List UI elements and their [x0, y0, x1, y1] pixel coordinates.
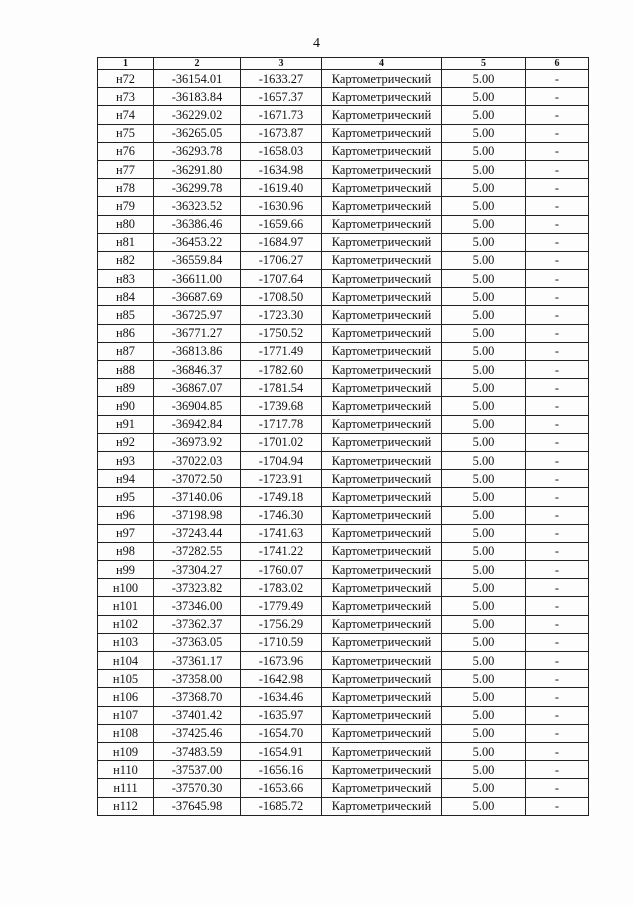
point-id-cell: н98 [98, 542, 154, 560]
table-row [98, 652, 589, 670]
method-cell: Картометрический [322, 761, 442, 779]
y-coordinate-cell: -1634.98 [241, 160, 322, 178]
accuracy-cell: 5.00 [442, 524, 526, 542]
description-cell: - [526, 142, 589, 160]
accuracy-cell: 5.00 [442, 251, 526, 269]
x-coordinate-cell: -36323.52 [154, 197, 241, 215]
y-coordinate-cell: -1782.60 [241, 361, 322, 379]
y-coordinate-cell: -1749.18 [241, 488, 322, 506]
x-coordinate-cell: -36611.00 [154, 270, 241, 288]
y-coordinate-cell: -1746.30 [241, 506, 322, 524]
accuracy-cell: 5.00 [442, 342, 526, 360]
accuracy-cell: 5.00 [442, 470, 526, 488]
accuracy-cell: 5.00 [442, 88, 526, 106]
x-coordinate-cell: -36559.84 [154, 251, 241, 269]
description-cell: - [526, 597, 589, 615]
point-id-cell: н81 [98, 233, 154, 251]
table-row [98, 306, 589, 324]
accuracy-cell: 5.00 [442, 361, 526, 379]
point-id-cell: н102 [98, 615, 154, 633]
accuracy-cell: 5.00 [442, 106, 526, 124]
method-cell: Картометрический [322, 488, 442, 506]
point-id-cell: н82 [98, 251, 154, 269]
table-row [98, 379, 589, 397]
accuracy-cell: 5.00 [442, 724, 526, 742]
point-id-cell: н96 [98, 506, 154, 524]
accuracy-cell: 5.00 [442, 506, 526, 524]
accuracy-cell: 5.00 [442, 270, 526, 288]
table-row [98, 88, 589, 106]
coordinates-table [97, 57, 589, 816]
accuracy-cell: 5.00 [442, 797, 526, 815]
method-cell: Картометрический [322, 670, 442, 688]
accuracy-cell: 5.00 [442, 451, 526, 469]
x-coordinate-cell: -36973.92 [154, 433, 241, 451]
y-coordinate-cell: -1739.68 [241, 397, 322, 415]
table-row [98, 215, 589, 233]
table-row [98, 179, 589, 197]
accuracy-cell: 5.00 [442, 761, 526, 779]
x-coordinate-cell: -37363.05 [154, 633, 241, 651]
table-row [98, 324, 589, 342]
y-coordinate-cell: -1717.78 [241, 415, 322, 433]
y-coordinate-cell: -1706.27 [241, 251, 322, 269]
point-id-cell: н84 [98, 288, 154, 306]
table-row [98, 797, 589, 815]
description-cell: - [526, 688, 589, 706]
point-id-cell: н101 [98, 597, 154, 615]
header-row [98, 58, 589, 70]
method-cell: Картометрический [322, 451, 442, 469]
point-id-cell: н76 [98, 142, 154, 160]
y-coordinate-cell: -1671.73 [241, 106, 322, 124]
method-cell: Картометрический [322, 524, 442, 542]
x-coordinate-cell: -37243.44 [154, 524, 241, 542]
x-coordinate-cell: -37198.98 [154, 506, 241, 524]
x-coordinate-cell: -37072.50 [154, 470, 241, 488]
point-id-cell: н100 [98, 579, 154, 597]
x-coordinate-cell: -36299.78 [154, 179, 241, 197]
point-id-cell: н111 [98, 779, 154, 797]
y-coordinate-cell: -1750.52 [241, 324, 322, 342]
table-row [98, 233, 589, 251]
description-cell: - [526, 670, 589, 688]
table-row [98, 779, 589, 797]
page-number: 4 [313, 36, 320, 51]
y-coordinate-cell: -1701.02 [241, 433, 322, 451]
table-row [98, 361, 589, 379]
table-row [98, 488, 589, 506]
point-id-cell: н95 [98, 488, 154, 506]
table-row [98, 688, 589, 706]
method-cell: Картометрический [322, 215, 442, 233]
y-coordinate-cell: -1781.54 [241, 379, 322, 397]
point-id-cell: н86 [98, 324, 154, 342]
method-cell: Картометрический [322, 579, 442, 597]
accuracy-cell: 5.00 [442, 561, 526, 579]
y-coordinate-cell: -1630.96 [241, 197, 322, 215]
table-row [98, 433, 589, 451]
description-cell: - [526, 706, 589, 724]
accuracy-cell: 5.00 [442, 779, 526, 797]
point-id-cell: н90 [98, 397, 154, 415]
accuracy-cell: 5.00 [442, 615, 526, 633]
method-cell: Картометрический [322, 652, 442, 670]
y-coordinate-cell: -1684.97 [241, 233, 322, 251]
description-cell: - [526, 215, 589, 233]
description-cell: - [526, 270, 589, 288]
y-coordinate-cell: -1756.29 [241, 615, 322, 633]
x-coordinate-cell: -36725.97 [154, 306, 241, 324]
table-row [98, 706, 589, 724]
description-cell: - [526, 106, 589, 124]
method-cell: Картометрический [322, 88, 442, 106]
table-row [98, 415, 589, 433]
accuracy-cell: 5.00 [442, 197, 526, 215]
point-id-cell: н106 [98, 688, 154, 706]
y-coordinate-cell: -1654.91 [241, 742, 322, 760]
x-coordinate-cell: -37537.00 [154, 761, 241, 779]
y-coordinate-cell: -1657.37 [241, 88, 322, 106]
accuracy-cell: 5.00 [442, 433, 526, 451]
description-cell: - [526, 397, 589, 415]
x-coordinate-cell: -37361.17 [154, 652, 241, 670]
point-id-cell: н83 [98, 270, 154, 288]
method-cell: Картометрический [322, 633, 442, 651]
description-cell: - [526, 633, 589, 651]
description-cell: - [526, 342, 589, 360]
accuracy-cell: 5.00 [442, 288, 526, 306]
table-row [98, 579, 589, 597]
accuracy-cell: 5.00 [442, 688, 526, 706]
accuracy-cell: 5.00 [442, 742, 526, 760]
x-coordinate-cell: -37323.82 [154, 579, 241, 597]
y-coordinate-cell: -1685.72 [241, 797, 322, 815]
table-row [98, 160, 589, 178]
description-cell: - [526, 361, 589, 379]
method-cell: Картометрический [322, 106, 442, 124]
description-cell: - [526, 524, 589, 542]
method-cell: Картометрический [322, 542, 442, 560]
description-cell: - [526, 579, 589, 597]
table-row [98, 561, 589, 579]
method-cell: Картометрический [322, 597, 442, 615]
table-body [98, 70, 589, 816]
x-coordinate-cell: -36453.22 [154, 233, 241, 251]
x-coordinate-cell: -37346.00 [154, 597, 241, 615]
x-coordinate-cell: -36846.37 [154, 361, 241, 379]
table-row [98, 197, 589, 215]
description-cell: - [526, 124, 589, 142]
description-cell: - [526, 324, 589, 342]
description-cell: - [526, 724, 589, 742]
x-coordinate-cell: -37368.70 [154, 688, 241, 706]
y-coordinate-cell: -1741.63 [241, 524, 322, 542]
point-id-cell: н91 [98, 415, 154, 433]
point-id-cell: н99 [98, 561, 154, 579]
x-coordinate-cell: -36291.80 [154, 160, 241, 178]
method-cell: Картометрический [322, 361, 442, 379]
y-coordinate-cell: -1633.27 [241, 70, 322, 88]
y-coordinate-cell: -1779.49 [241, 597, 322, 615]
method-cell: Картометрический [322, 397, 442, 415]
y-coordinate-cell: -1673.96 [241, 652, 322, 670]
description-cell: - [526, 542, 589, 560]
table-row [98, 70, 589, 88]
description-cell: - [526, 88, 589, 106]
accuracy-cell: 5.00 [442, 70, 526, 88]
y-coordinate-cell: -1707.64 [241, 270, 322, 288]
point-id-cell: н107 [98, 706, 154, 724]
table-row [98, 597, 589, 615]
x-coordinate-cell: -36904.85 [154, 397, 241, 415]
point-id-cell: н88 [98, 361, 154, 379]
point-id-cell: н77 [98, 160, 154, 178]
method-cell: Картометрический [322, 342, 442, 360]
table-row [98, 106, 589, 124]
description-cell: - [526, 797, 589, 815]
description-cell: - [526, 306, 589, 324]
description-cell: - [526, 415, 589, 433]
table-row [98, 251, 589, 269]
description-cell: - [526, 179, 589, 197]
description-cell: - [526, 379, 589, 397]
x-coordinate-cell: -37645.98 [154, 797, 241, 815]
method-cell: Картометрический [322, 724, 442, 742]
method-cell: Картометрический [322, 324, 442, 342]
method-cell: Картометрический [322, 142, 442, 160]
table-row [98, 542, 589, 560]
table-row [98, 524, 589, 542]
description-cell: - [526, 70, 589, 88]
point-id-cell: н112 [98, 797, 154, 815]
table-row [98, 142, 589, 160]
x-coordinate-cell: -37425.46 [154, 724, 241, 742]
point-id-cell: н74 [98, 106, 154, 124]
point-id-cell: н103 [98, 633, 154, 651]
x-coordinate-cell: -36813.86 [154, 342, 241, 360]
point-id-cell: н94 [98, 470, 154, 488]
header-cell-5: 5 [442, 58, 526, 70]
header-cell-1: 1 [98, 58, 154, 70]
method-cell: Картометрический [322, 742, 442, 760]
point-id-cell: н75 [98, 124, 154, 142]
point-id-cell: н80 [98, 215, 154, 233]
accuracy-cell: 5.00 [442, 542, 526, 560]
description-cell: - [526, 451, 589, 469]
y-coordinate-cell: -1642.98 [241, 670, 322, 688]
x-coordinate-cell: -36771.27 [154, 324, 241, 342]
method-cell: Картометрический [322, 433, 442, 451]
x-coordinate-cell: -36154.01 [154, 70, 241, 88]
y-coordinate-cell: -1635.97 [241, 706, 322, 724]
table-row [98, 761, 589, 779]
method-cell: Картометрический [322, 179, 442, 197]
x-coordinate-cell: -37362.37 [154, 615, 241, 633]
accuracy-cell: 5.00 [442, 179, 526, 197]
header-cell-2: 2 [154, 58, 241, 70]
point-id-cell: н79 [98, 197, 154, 215]
accuracy-cell: 5.00 [442, 706, 526, 724]
x-coordinate-cell: -37304.27 [154, 561, 241, 579]
accuracy-cell: 5.00 [442, 306, 526, 324]
x-coordinate-cell: -36293.78 [154, 142, 241, 160]
method-cell: Картометрический [322, 197, 442, 215]
table-row [98, 724, 589, 742]
description-cell: - [526, 742, 589, 760]
y-coordinate-cell: -1653.66 [241, 779, 322, 797]
x-coordinate-cell: -36867.07 [154, 379, 241, 397]
description-cell: - [526, 488, 589, 506]
header-cell-4: 4 [322, 58, 442, 70]
accuracy-cell: 5.00 [442, 597, 526, 615]
table-row [98, 670, 589, 688]
x-coordinate-cell: -37358.00 [154, 670, 241, 688]
point-id-cell: н104 [98, 652, 154, 670]
method-cell: Картометрический [322, 379, 442, 397]
method-cell: Картометрический [322, 470, 442, 488]
point-id-cell: н97 [98, 524, 154, 542]
table-row [98, 397, 589, 415]
x-coordinate-cell: -37140.06 [154, 488, 241, 506]
accuracy-cell: 5.00 [442, 160, 526, 178]
method-cell: Картометрический [322, 561, 442, 579]
accuracy-cell: 5.00 [442, 124, 526, 142]
accuracy-cell: 5.00 [442, 397, 526, 415]
point-id-cell: н93 [98, 451, 154, 469]
method-cell: Картометрический [322, 270, 442, 288]
x-coordinate-cell: -36942.84 [154, 415, 241, 433]
description-cell: - [526, 160, 589, 178]
point-id-cell: н78 [98, 179, 154, 197]
point-id-cell: н87 [98, 342, 154, 360]
description-cell: - [526, 288, 589, 306]
accuracy-cell: 5.00 [442, 652, 526, 670]
y-coordinate-cell: -1704.94 [241, 451, 322, 469]
table-row [98, 506, 589, 524]
point-id-cell: н85 [98, 306, 154, 324]
point-id-cell: н108 [98, 724, 154, 742]
y-coordinate-cell: -1723.91 [241, 470, 322, 488]
description-cell: - [526, 197, 589, 215]
table-row [98, 470, 589, 488]
x-coordinate-cell: -37483.59 [154, 742, 241, 760]
y-coordinate-cell: -1710.59 [241, 633, 322, 651]
x-coordinate-cell: -36386.46 [154, 215, 241, 233]
x-coordinate-cell: -36687.69 [154, 288, 241, 306]
point-id-cell: н110 [98, 761, 154, 779]
method-cell: Картометрический [322, 124, 442, 142]
x-coordinate-cell: -36265.05 [154, 124, 241, 142]
method-cell: Картометрический [322, 615, 442, 633]
accuracy-cell: 5.00 [442, 488, 526, 506]
description-cell: - [526, 470, 589, 488]
description-cell: - [526, 779, 589, 797]
x-coordinate-cell: -37022.03 [154, 451, 241, 469]
header-cell-3: 3 [241, 58, 322, 70]
table-row [98, 124, 589, 142]
method-cell: Картометрический [322, 288, 442, 306]
method-cell: Картометрический [322, 706, 442, 724]
point-id-cell: н105 [98, 670, 154, 688]
table-row [98, 342, 589, 360]
point-id-cell: н92 [98, 433, 154, 451]
point-id-cell: н72 [98, 70, 154, 88]
point-id-cell: н73 [98, 88, 154, 106]
description-cell: - [526, 506, 589, 524]
point-id-cell: н109 [98, 742, 154, 760]
method-cell: Картометрический [322, 251, 442, 269]
y-coordinate-cell: -1723.30 [241, 306, 322, 324]
table-row [98, 288, 589, 306]
accuracy-cell: 5.00 [442, 142, 526, 160]
description-cell: - [526, 233, 589, 251]
y-coordinate-cell: -1619.40 [241, 179, 322, 197]
method-cell: Картометрический [322, 233, 442, 251]
table-row [98, 615, 589, 633]
method-cell: Картометрический [322, 779, 442, 797]
description-cell: - [526, 761, 589, 779]
x-coordinate-cell: -37282.55 [154, 542, 241, 560]
x-coordinate-cell: -36229.02 [154, 106, 241, 124]
accuracy-cell: 5.00 [442, 670, 526, 688]
y-coordinate-cell: -1673.87 [241, 124, 322, 142]
y-coordinate-cell: -1708.50 [241, 288, 322, 306]
table-row [98, 451, 589, 469]
table-row [98, 742, 589, 760]
accuracy-cell: 5.00 [442, 379, 526, 397]
point-id-cell: н89 [98, 379, 154, 397]
description-cell: - [526, 652, 589, 670]
method-cell: Картометрический [322, 688, 442, 706]
description-cell: - [526, 251, 589, 269]
accuracy-cell: 5.00 [442, 233, 526, 251]
header-cell-6: 6 [526, 58, 589, 70]
description-cell: - [526, 615, 589, 633]
method-cell: Картометрический [322, 70, 442, 88]
accuracy-cell: 5.00 [442, 324, 526, 342]
y-coordinate-cell: -1634.46 [241, 688, 322, 706]
y-coordinate-cell: -1741.22 [241, 542, 322, 560]
method-cell: Картометрический [322, 306, 442, 324]
y-coordinate-cell: -1659.66 [241, 215, 322, 233]
method-cell: Картометрический [322, 160, 442, 178]
y-coordinate-cell: -1783.02 [241, 579, 322, 597]
accuracy-cell: 5.00 [442, 415, 526, 433]
y-coordinate-cell: -1760.07 [241, 561, 322, 579]
accuracy-cell: 5.00 [442, 579, 526, 597]
table-header [98, 58, 589, 70]
description-cell: - [526, 561, 589, 579]
y-coordinate-cell: -1658.03 [241, 142, 322, 160]
x-coordinate-cell: -37570.30 [154, 779, 241, 797]
y-coordinate-cell: -1654.70 [241, 724, 322, 742]
x-coordinate-cell: -37401.42 [154, 706, 241, 724]
table-row [98, 633, 589, 651]
description-cell: - [526, 433, 589, 451]
accuracy-cell: 5.00 [442, 633, 526, 651]
y-coordinate-cell: -1771.49 [241, 342, 322, 360]
method-cell: Картометрический [322, 415, 442, 433]
table-row [98, 270, 589, 288]
method-cell: Картометрический [322, 797, 442, 815]
accuracy-cell: 5.00 [442, 215, 526, 233]
method-cell: Картометрический [322, 506, 442, 524]
y-coordinate-cell: -1656.16 [241, 761, 322, 779]
x-coordinate-cell: -36183.84 [154, 88, 241, 106]
